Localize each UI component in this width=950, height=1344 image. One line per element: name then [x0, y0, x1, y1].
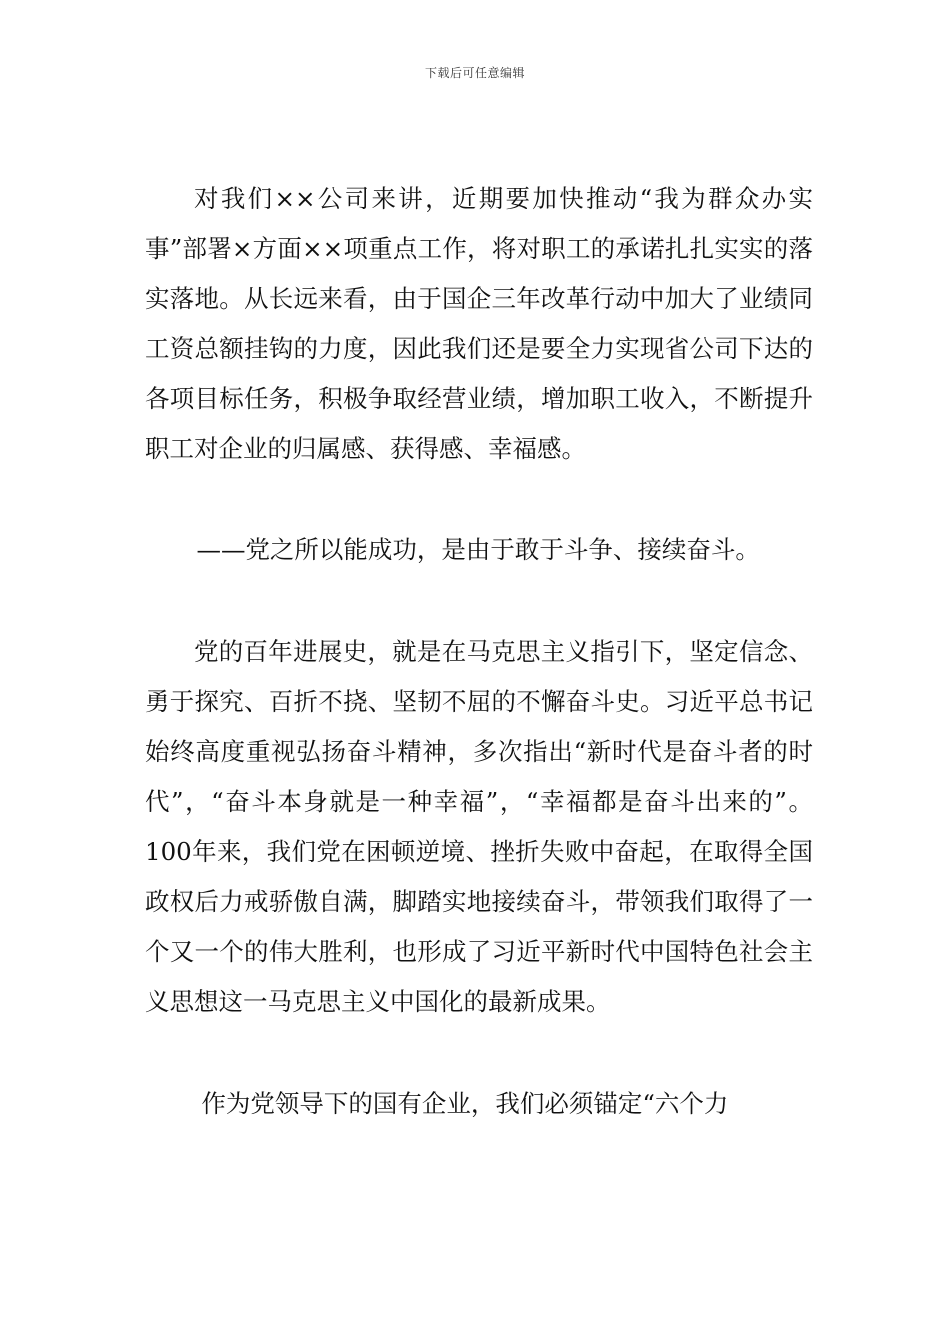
page-header: 下载后可任意编辑: [424, 66, 525, 80]
paragraph-party-history: 党的百年进展史，就是在马克思主义指引下，坚定信念、勇于探究、百折不挠、坚韧不屈的不懈奋斗史。习近平总书记始终高度重视弘扬奋斗精神，多次指出“新时代是奋斗者的时代”，“奋斗本身就是一种幸福”，“幸福都是奋斗出来的”。100年来，我们党在困顿逆境、挫折失败中奋起，在取得全国政权后力戒骄傲自满，脚踏实地接续奋斗，带领我们取得了一个又一个的伟大胜利，也形成了习近平新时代中国特色社会主义思想这一马克思主义中国化的最新成果。: [145, 637, 813, 1016]
paragraph-subheading-struggle: ——党之所以能成功，是由于敢于斗争、接续奋斗。: [196, 535, 760, 564]
document-body: [145, 174, 813, 1129]
paragraph-company-work: 对我们××公司来讲，近期要加快推动“我为群众办实事”部署×方面××项重点工作，将对职工的承诺扎扎实实的落实落地。从长远来看，由于国企三年改革行动中加大了业绩同工资总额挂钩的力度，因此我们还是要全力实现省公司下达的各项目标任务，积极争取经营业绩，增加职工收入，不断提升职工对企业的归属感、获得感、幸福感。: [145, 184, 813, 463]
paragraph-state-enterprise: 作为党领导下的国有企业，我们必须锚定“六个力: [201, 1089, 729, 1118]
